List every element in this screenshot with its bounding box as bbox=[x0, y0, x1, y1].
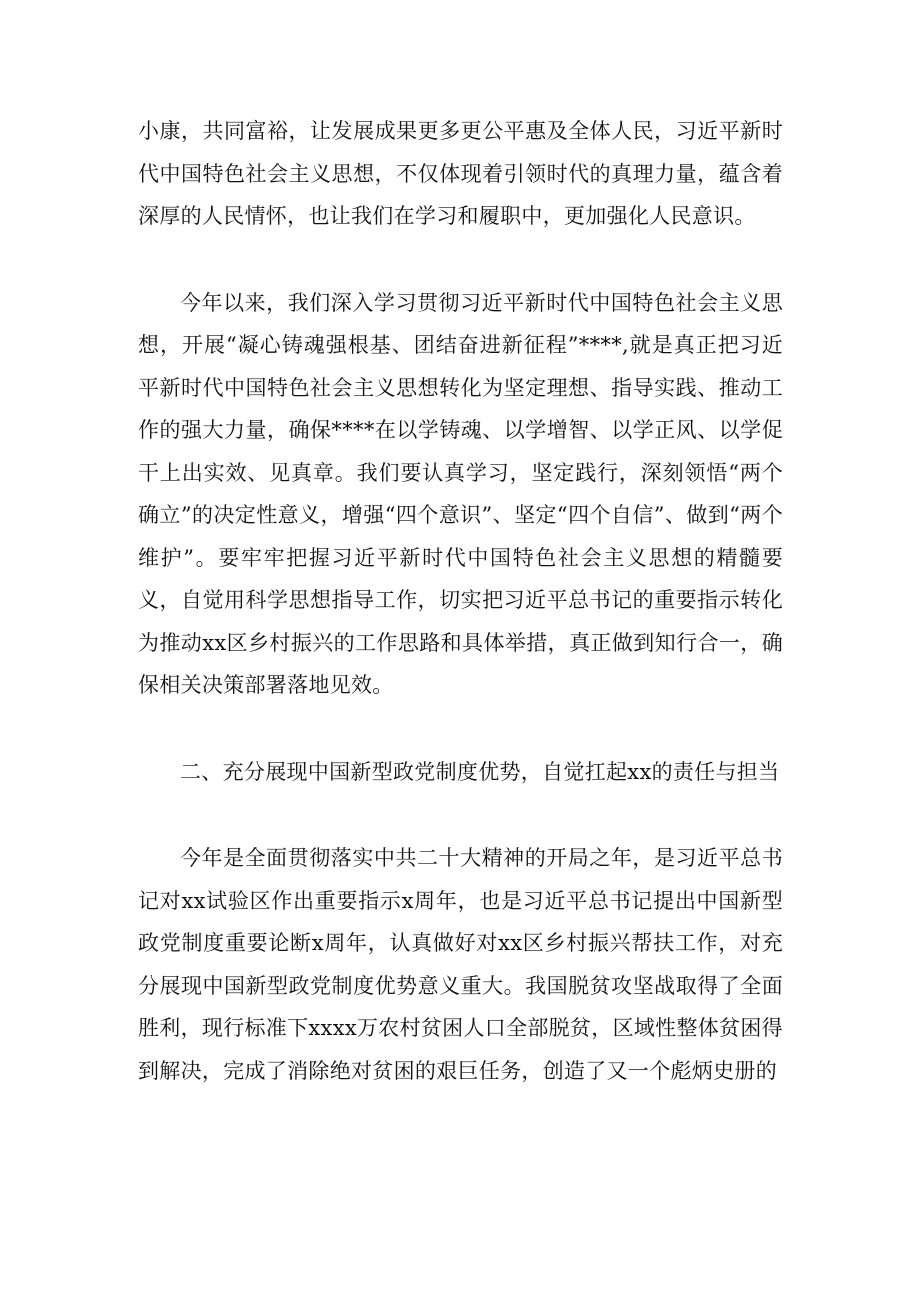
paragraph-rural-revitalization: 今年是全面贯彻落实中共二十大精神的开局之年，是习近平总书记对xx试验区作出重要指示x周年，也是习近平总书记提出中国新型政党制度重要论断x周年，认真做好对xx区乡村振兴帮扶工作，对充分展现中国新型政党制度优势意义重大。我国脱贫攻坚战取得了全面胜利，现行标准下xxxx万农村贫困人口全部脱贫，区域性整体贫困得到解决，完成了消除绝对贫困的艰巨任务，创造了又一个彪炳史册的 bbox=[138, 846, 783, 1083]
paragraph-continuation: 小康，共同富裕，让发展成果更多更公平惠及全体人民，习近平新时代中国特色社会主义思想，不仅体现着引领时代的真理力量，蕴含着深厚的人民情怀，也让我们在学习和履职中，更加强化人民意识。 bbox=[138, 119, 783, 228]
section-heading-2: 二、充分展现中国新型政党制度优势，自觉扛起xx的责任与担当 bbox=[180, 759, 780, 784]
paragraph-gap bbox=[138, 793, 783, 837]
document-body bbox=[138, 110, 783, 1092]
paragraph-gap bbox=[138, 238, 783, 282]
paragraph-study-thought: 今年以来，我们深入学习贯彻习近平新时代中国特色社会主义思想，开展“凝心铸魂强根基、团结奋进新征程”****,就是真正把习近平新时代中国特色社会主义思想转化为坚定理想、指导实践、推动工作的强大力量，确保****在以学铸魂、以学增智、以学正风、以学促干上出实效、见真章。我们要认真学习，坚定践行，深刻领悟“两个确立”的决定性意义，增强“四个意识”、坚定“四个自信”、做到“两个维护”。要牢牢把握习近平新时代中国特色社会主义思想的精髓要义，自觉用科学思想指导工作，切实把习近平总书记的重要指示转化为推动xx区乡村振兴的工作思路和具体举措，真正做到知行合一，确保相关决策部署落地见效。 bbox=[138, 290, 783, 697]
paragraph-gap bbox=[138, 707, 783, 751]
